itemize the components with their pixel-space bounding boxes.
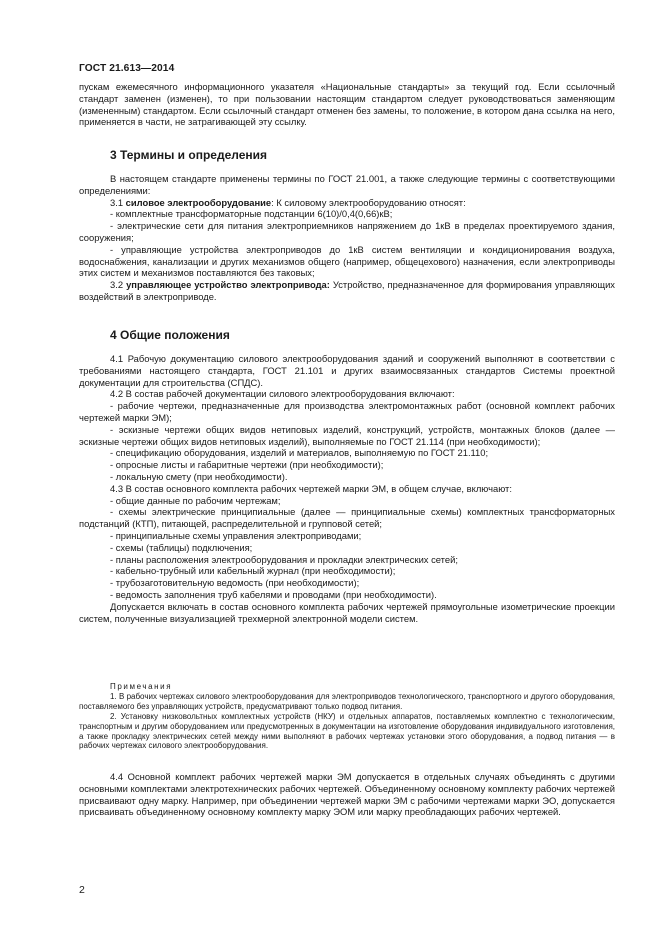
paragraph-4-4-block [79, 771, 615, 818]
term-name: управляющее устройство электропривода: [126, 279, 330, 291]
list-item: - спецификацию оборудования, изделий и материалов, выполняемую по ГОСТ 21.110; [110, 447, 489, 459]
list-item: - общие данные по рабочим чертежам; [110, 494, 281, 506]
list-item: - схемы (таблицы) подключения; [110, 541, 253, 553]
paragraph: 4.3 В состав основного комплекта рабочих чертежей марки ЭМ, в общем случае, включают: [110, 482, 512, 494]
term-definition: Устройство, предназначенное для формирования управляющих воздействий в электроприводе. [79, 279, 615, 302]
paragraph: 4.4 Основной комплект рабочих чертежей марки ЭМ допускается в отдельных случаях объединять с другими основными комплектами электротехнических рабочих чертежей. Объединенному основному комплекту рабочих чертежей присваивают одну марку. Например, при объединении чертежей марки ЭМ с рабочими чертежами марки ЭО, допускается присваивать объединенному основному комплекту марку ЭОМ или марку преобладающих рабочих чертежей. [79, 771, 615, 818]
list-item: - схемы электрические принципиальные (далее — принципиальные схемы) комплектных трансформаторных подстанций (КТП), питающей, распределительной и групповой сетей; [79, 506, 615, 530]
list-item: - рабочие чертежи, предназначенные для производства электромонтажных работ (основной комплект рабочих чертежей марки ЭМ); [79, 400, 615, 423]
term-number: 3.1 [110, 196, 124, 208]
notes-block [79, 682, 615, 751]
notes-title: Примечания [110, 682, 173, 691]
term-definition: : К силовому электрооборудованию относят: [271, 196, 466, 208]
list-item: - управляющие устройства электроприводов до 1кВ систем вентиляции и кондиционирования воздуха, водоснабжения, канализации и других механизмов общего (например, общецехового) назначения, если электроприводы этих систем и механизмов поставляются без таковых; [79, 243, 615, 279]
list-item: - кабельно-трубный или кабельный журнал (при необходимости); [110, 565, 396, 577]
term-3-1 [79, 197, 615, 209]
intro-paragraph: пускам ежемесячного информационного указателя «Национальные стандарты» за текущий год. Если ссылочный стандарт заменен (изменен), то при пользовании настоящим стандартом следует руководствоваться заменяющим (измененным) стандартом. Если ссылочный стандарт отменен без замены, то положение, в котором дана ссылка на него, применяется в части, не затрагивающей эту ссылку. [79, 81, 615, 128]
document-code-header: ГОСТ 21.613—2014 [79, 63, 175, 74]
note-item: 2. Установку низковольтных комплектных устройств (НКУ) и отдельных аппаратов, поставляемых комплектно с технологическим, транспортным и другим оборудованием или предусмотренных в документации на изготовление оборудования индивидуального изготовления, а также прокладку электрических сетей между ними выполняют в рабочих чертежах установки этого оборудования, а подвод питания — в рабочих чертежах силового электрооборудования. [79, 711, 615, 751]
list-item: - опросные листы и габаритные чертежи (при необходимости); [110, 459, 384, 471]
paragraph: 4.2 В состав рабочей документации силового электрооборудования включают: [110, 388, 455, 400]
section-4-body [79, 353, 615, 624]
list-item: - эскизные чертежи общих видов нетиповых изделий, конструкций, устройств, монтажных блоков (далее — эскизные чертежи общих видов нетиповых изделий), выполняемые по ГОСТ 21.114 (при необходимости); [79, 423, 615, 447]
list-item: - локальную смету (при необходимости). [110, 470, 288, 482]
section-3-body [79, 173, 615, 303]
list-item: - планы расположения электрооборудования и прокладки электрических сетей; [110, 553, 458, 565]
section-3-paragraph: В настоящем стандарте применены термины по ГОСТ 21.001, а также следующие термины с соответствующими определениями: [79, 173, 615, 196]
section-4-title: 4 Общие положения [110, 328, 230, 342]
list-item: - трубозаготовительную ведомость (при необходимости); [110, 577, 360, 589]
list-item: - принципиальные схемы управления электроприводами; [110, 529, 362, 541]
list-item: - электрические сети для питания электроприемников напряжением до 1кВ в пределах проектируемого здания, сооружения; [79, 220, 615, 243]
term-number: 3.2 [110, 279, 124, 291]
section-3-title: 3 Термины и определения [110, 148, 268, 162]
term-3-2 [79, 279, 615, 303]
intro-block [79, 81, 615, 128]
term-name: силовое электрооборудование [125, 196, 272, 208]
paragraph: 4.1 Рабочую документацию силового электрооборудования зданий и сооружений выполняют в соответствии с требованиями настоящего стандарта, ГОСТ 21.101 и других взаимосвязанных стандартов Системы проектной документации для строительства (СПДС). [79, 353, 615, 388]
list-item: - комплектные трансформаторные подстанции 6(10)/0,4(0,66)кВ; [110, 208, 393, 220]
page-number: 2 [79, 884, 85, 896]
paragraph: Допускается включать в состав основного комплекта рабочих чертежей прямоугольные изометрические проекции систем, полученные визуализацией трехмерной электронной модели систем. [79, 600, 615, 624]
note-item: 1. В рабочих чертежах силового электрооборудования для электроприводов технологического, транспортного и другого оборудования, поставляемого без управляющих устройств, предусматривают только подвод питания. [79, 691, 615, 711]
list-item: - ведомость заполнения труб кабелями и проводами (при необходимости). [110, 588, 437, 600]
